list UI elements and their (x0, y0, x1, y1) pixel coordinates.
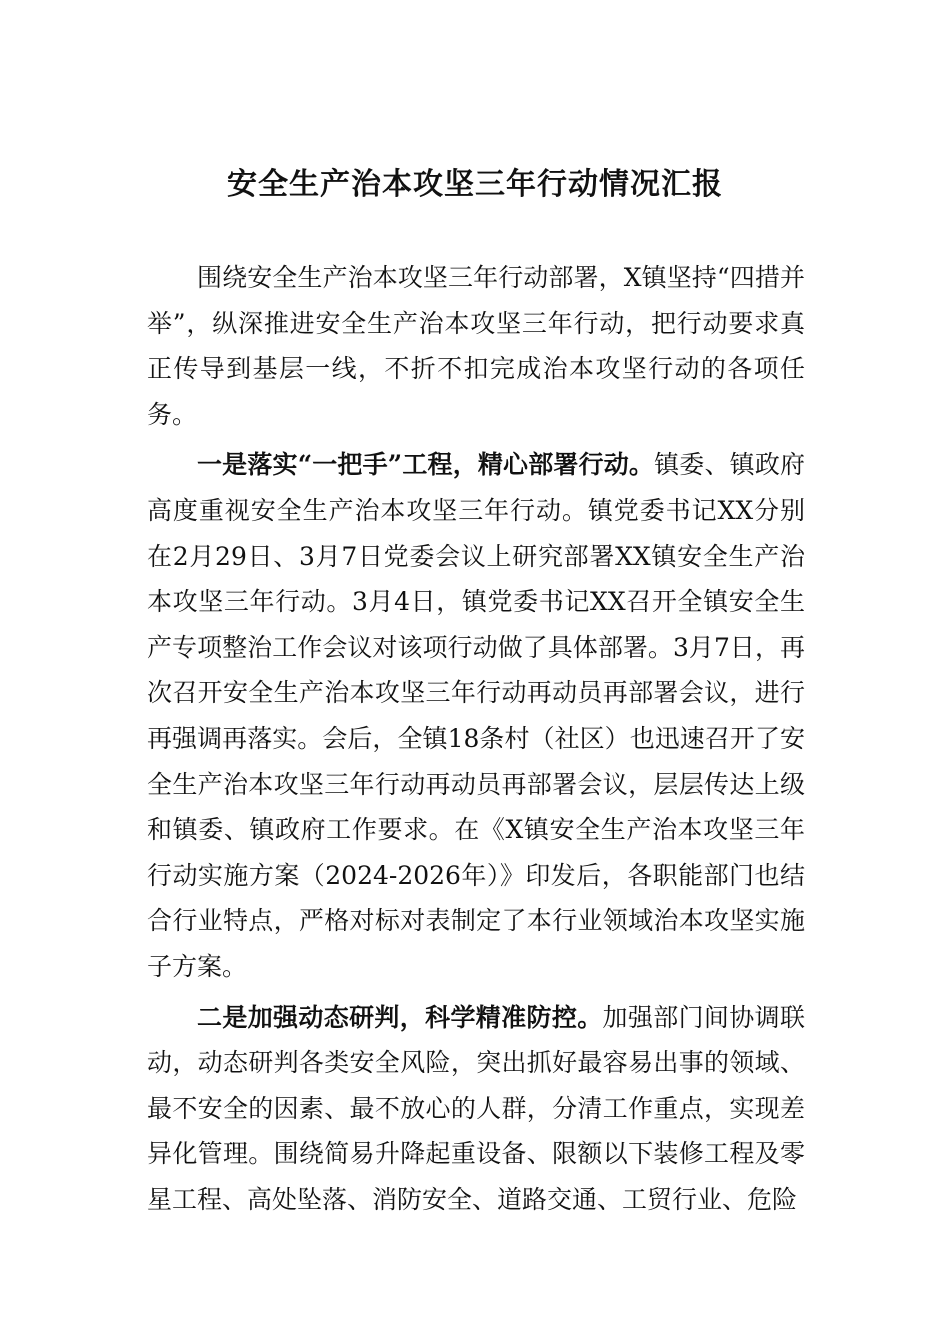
paragraph-lead: 二是加强动态研判，科学精准防控。 (197, 1002, 603, 1032)
paragraph-lead: 一是落实“一把手”工程，精心部署行动。 (197, 450, 655, 480)
document-body (147, 255, 805, 1227)
document-title: 安全生产治本攻坚三年行动情况汇报 (227, 167, 723, 202)
paragraph-text: 镇委、镇政府高度重视安全生产治本攻坚三年行动。镇党委书记XX分别在2月29日、3月7日党委会议上研究部署XX镇安全生产治本攻坚三年行动。3月4日，镇党委书记XX召开全镇安全生产专项整治工作会议对该项行动做了具体部署。3月7日，再次召开安全生产治本攻坚三年行动再动员再部署会议，进行再强调再落实。会后，全镇18条村（社区）也迅速召开了安全生产治本攻坚三年行动再动员再部署会议，层层传达上级和镇委、镇政府工作要求。在《X镇安全生产治本攻坚三年行动实施方案（2024-2026年）》印发后，各职能部门也结合行业特点，严格对标对表制定了本行业领域治本攻坚实施子方案。 (147, 450, 805, 981)
paragraph-text: 加强部门间协调联动，动态研判各类安全风险，突出抓好最容易出事的领域、最不安全的因素、最不放心的人群，分清工作重点，实现差异化管理。围绕简易升降起重设备、限额以下装修工程及零星工程、高处坠落、消防安全、道路交通、工贸行业、危险 (147, 1002, 805, 1214)
paragraph-point-one (147, 442, 805, 989)
paragraph-intro (147, 255, 805, 437)
paragraph-text: 围绕安全生产治本攻坚三年行动部署，X镇坚持“四措并举”，纵深推进安全生产治本攻坚三年行动，把行动要求真正传导到基层一线，不折不扣完成治本攻坚行动的各项任务。 (147, 263, 805, 429)
paragraph-point-two (147, 995, 805, 1223)
